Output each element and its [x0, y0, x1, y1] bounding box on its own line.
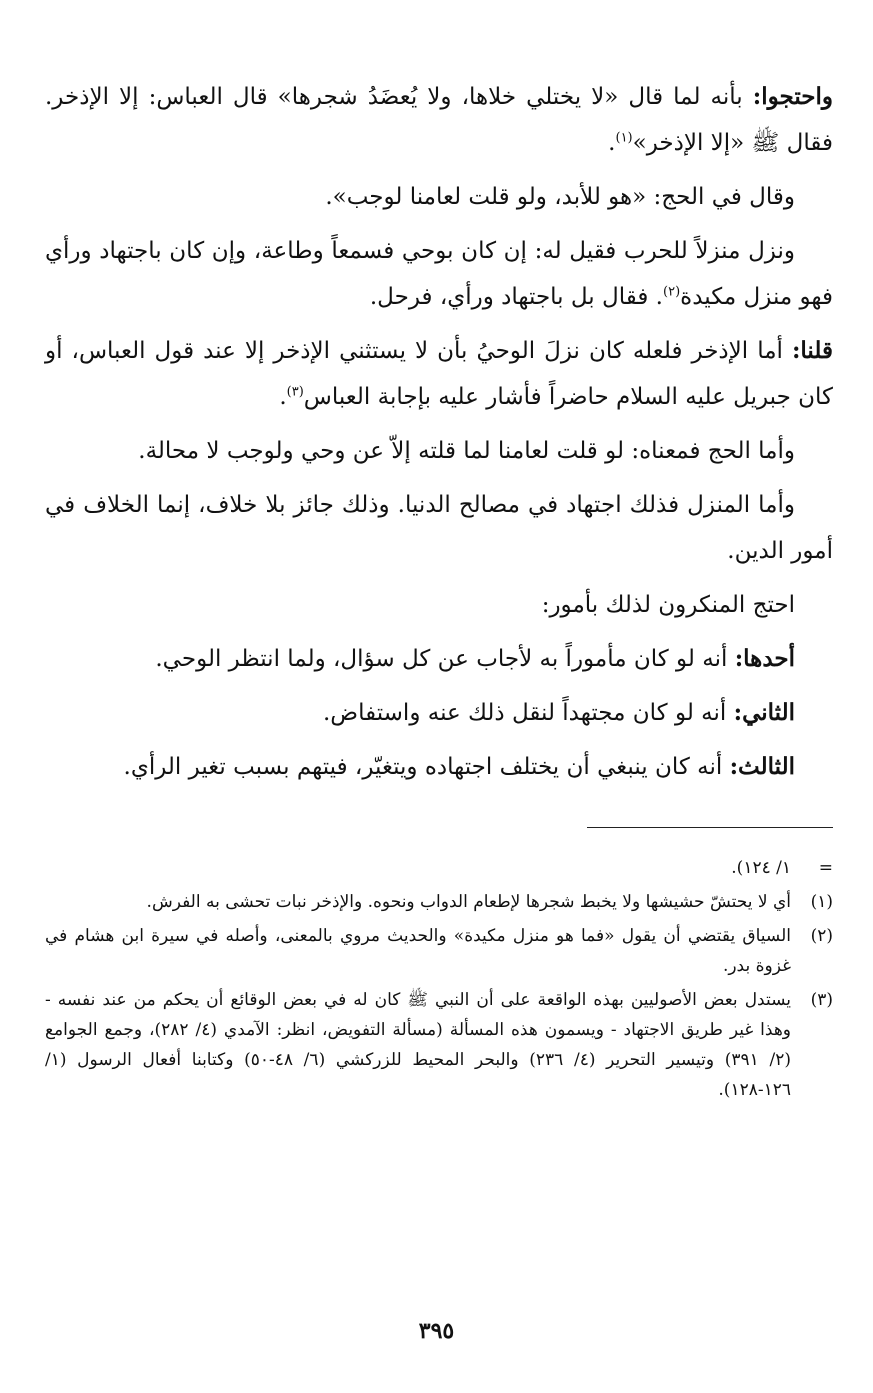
paragraph-label: الثاني: [733, 699, 795, 726]
footnote-item [45, 887, 833, 917]
paragraph-text: بأنه لما قال «لا يختلي خلاها، ولا يُعضَدُ شجرها» قال العباس: إلا الإذخر. فقال ﷺ «إلا الإذخر» [45, 84, 833, 156]
paragraph-camp-meaning [45, 482, 833, 574]
footnote-number: (١) [810, 892, 833, 912]
footnote-number: (٣) [810, 990, 833, 1010]
paragraph-text: أنه كان ينبغي أن يختلف اجتهاده ويتغيّر، فيتهم بسبب تغير الرأي. [123, 754, 730, 780]
paragraph-label: الثالث: [729, 753, 795, 780]
paragraph-second [45, 690, 833, 736]
footnote-item [45, 985, 833, 1105]
paragraph-camp [45, 228, 833, 320]
footnote-divider [587, 827, 833, 828]
footnote-ref: (٣) [286, 384, 304, 400]
paragraph-text: أما الإذخر فلعله كان نزلَ الوحيُ بأن لا يستثني الإذخر إلا عند قول العباس، أو كان جبريل عليه السلام حاضراً فأشار عليه بإجابة العباس [45, 338, 833, 410]
paragraph-text: وأما الحج فمعناه: لو قلت لعامنا لما قلته إلاّ عن وحي ولوجب لا محالة. [138, 438, 795, 464]
paragraph-text-end: . [279, 384, 287, 410]
paragraph-deniers [45, 582, 833, 628]
footnote-number: (٢) [810, 926, 833, 946]
footnote-item [45, 921, 833, 981]
paragraph-response [45, 328, 833, 420]
footnote-continuation [45, 853, 833, 883]
main-text [45, 74, 833, 798]
paragraph-text: وأما المنزل فذلك اجتهاد في مصالح الدنيا. وذلك جائز بلا خلاف، إنما الخلاف في أمور الدين. [45, 492, 833, 564]
footnote-carry-mark: = [818, 858, 833, 878]
paragraph-label: أحدها: [734, 645, 795, 672]
paragraph-arguments [45, 74, 833, 166]
paragraph-label: واحتجوا: [752, 83, 833, 110]
footnotes [45, 853, 833, 1109]
paragraph-text: وقال في الحج: «هو للأبد، ولو قلت لعامنا لوجب». [325, 184, 795, 210]
paragraph-first [45, 636, 833, 682]
footnote-text: أي لا يحتشّ حشيشها ولا يخبط شجرها لإطعام الدواب ونحوه. والإذخر نبات تحشى به الفرش. [146, 892, 791, 912]
footnote-text: يستدل بعض الأصوليين بهذه الواقعة على أن النبي ﷺ كان له في بعض الوقائع أن يحكم من عند نفسه - وهذا غير طريق الاجتهاد - ويسمون هذه المسألة (مسألة التفويض، انظر: الآمدي (٤/ ٢٨٢)، وجمع الجوامع (٢/ ٣٩١) وتيسير التحرير (٤/ ٢٣٦) والبحر المحيط للزركشي (٦/ ٤٨-٥٠) وكتابنا أفعال الرسول (١/ ١٢٦-١٢٨). [45, 990, 791, 1100]
paragraph-text: ونزل منزلاً للحرب فقيل له: إن كان بوحي فسمعاً وطاعة، وإن كان باجتهاد ورأي فهو منزل مكيدة [45, 238, 833, 310]
paragraph-text: احتج المنكرون لذلك بأمور: [541, 592, 795, 618]
footnote-text: السياق يقتضي أن يقول «فما هو منزل مكيدة» والحديث مروي بالمعنى، وأصله في سيرة ابن هشام في غزوة بدر. [45, 926, 791, 976]
paragraph-third [45, 744, 833, 790]
paragraph-hajj-meaning [45, 428, 833, 474]
footnote-ref: (١) [615, 130, 633, 146]
paragraph-text: أنه لو كان مجتهداً لنقل ذلك عنه واستفاض. [322, 700, 734, 726]
paragraph-text-end: . [608, 130, 616, 156]
paragraph-text: أنه لو كان مأموراً به لأجاب عن كل سؤال، ولما انتظر الوحي. [155, 646, 735, 672]
footnote-carry-text: ١/ ١٢٤). [731, 858, 791, 878]
paragraph-label: قلنا: [791, 337, 833, 364]
footnote-ref: (٢) [663, 284, 681, 300]
paragraph-hajj [45, 174, 833, 220]
paragraph-text-end: . فقال بل باجتهاد ورأي، فرحل. [369, 284, 663, 310]
page-number: ٣٩٥ [418, 1318, 455, 1344]
